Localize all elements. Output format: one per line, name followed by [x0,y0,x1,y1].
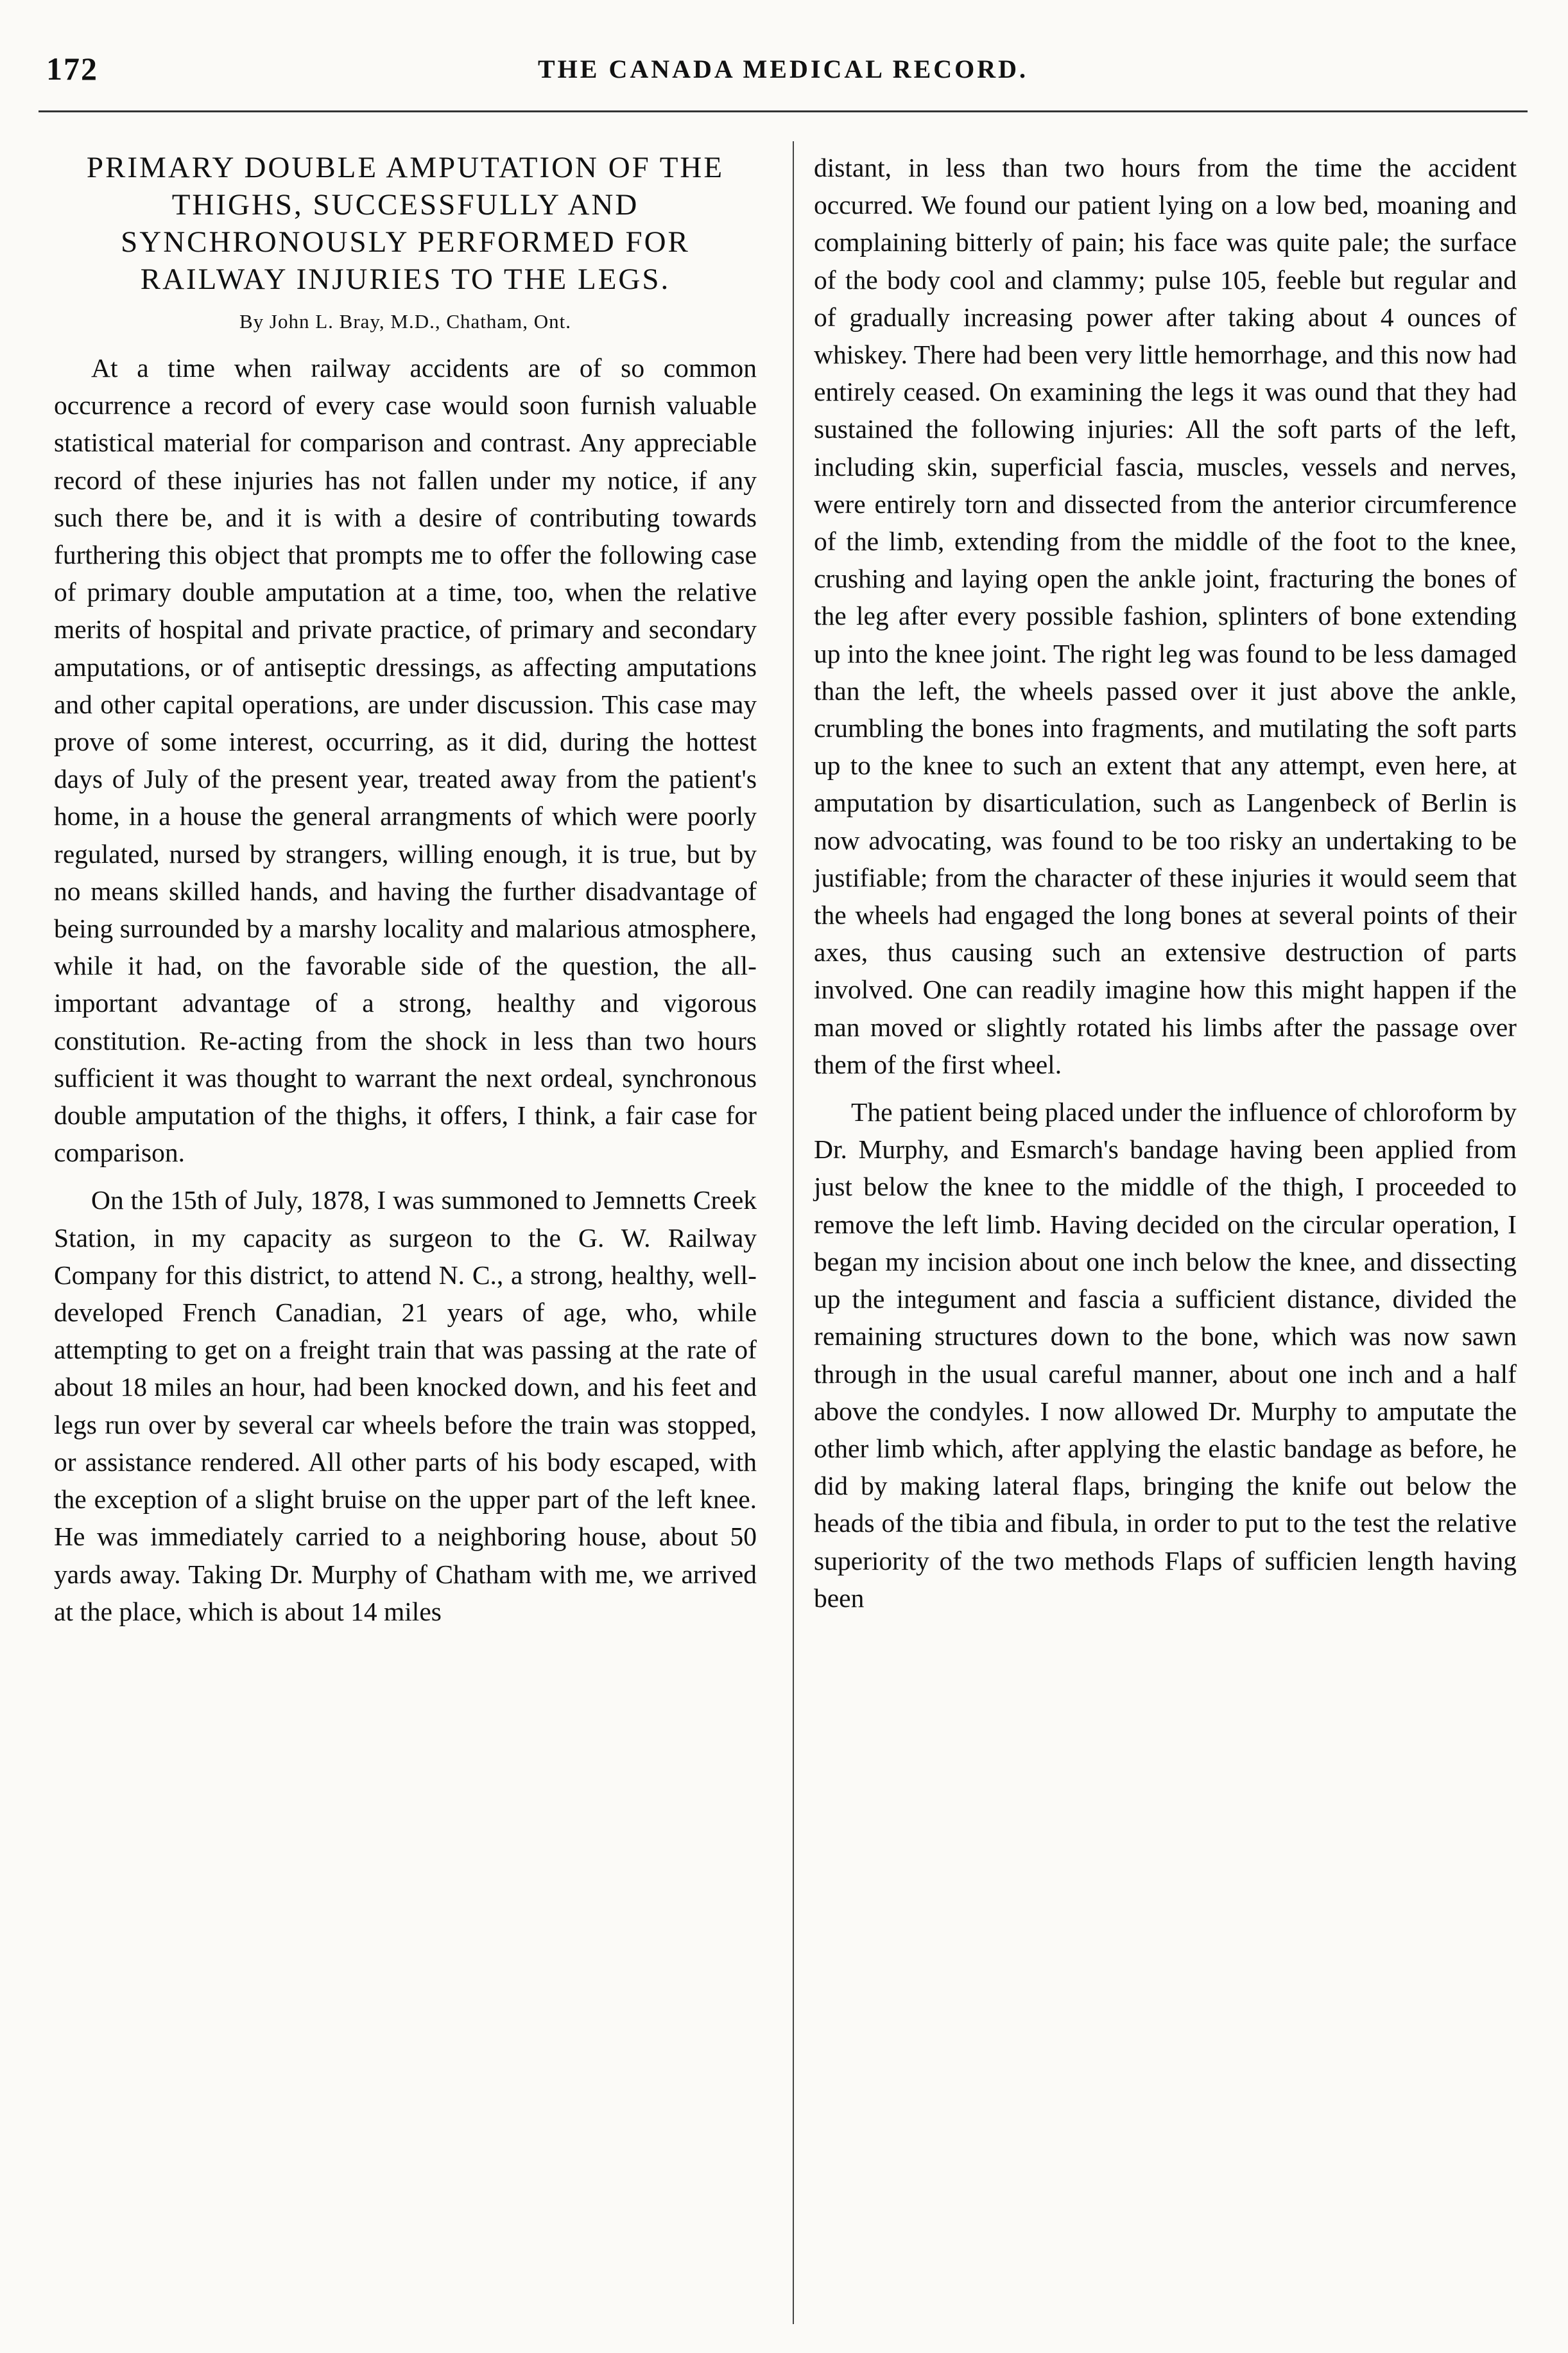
paragraph-3: The patient being placed under the influence of chloroform by Dr. Murphy, and Esmarch's bandage having been applied from just below the knee to the middle of the thigh, I proceeded to remove the left limb. Having decided on the circular operation, I began my incision about one inch below the knee, and dissecting up the integument and fascia a sufficient distance, divided the remaining structures down to the bone, which was now sawn through in the usual careful manner, about one inch and a half above the condyles. I now allowed Dr. Murphy to amputate the other limb which, after applying the elastic bandage as before, he did by making lateral flaps, bringing the knife out below the heads of the tibia and fibula, in order to put to the test the relative superiority of the two methods Flaps of sufficien length having been [814,1097,1517,1613]
running-header [39,50,1528,89]
page-number: 172 [46,51,98,87]
header-rule [39,110,1528,112]
article-title: PRIMARY DOUBLE AMPUTATION OF THE THIGHS, SUCCESSFULLY AND SYNCHRONOUSLY PERFORMED FOR RAILWAY INJURIES TO THE LEGS. [86,151,725,296]
paragraph-1: At a time when railway accidents are of so common occurrence a record of every case would soon furnish valuable statistical material for comparison and contrast. Any appreciable record of these injuries has not fallen under my notice, if any such there be, and it is with a desire of contributing towards furthering this object that prompts me to offer the following case of primary double amputation at a time, too, when the relative merits of hospital and private practice, of primary and secondary amputations, or of antiseptic dressings, as affecting amputations and other capital operations, are under discussion. This case may prove of some interest, occurring, as it did, during the hottest days of July of the present year, treated away from the patient's home, in a house the general arrangments of which were poorly regulated, nursed by strangers, willing enough, it is true, but by no means skilled hands, and having the further disadvantage of being surrounded by a marshy locality and malarious atmosphere, while it had, on the favorable side of the question, the all-important advantage of a strong, healthy and vigorous constitution. Re-acting from the shock in less than two hours sufficient it was thought to warrant the next ordeal, synchronous double amputation of the thighs, it offers, I think, a fair case for comparison. [54,353,757,1168]
paragraph-2: On the 15th of July, 1878, I was summoned to Jemnetts Creek Station, in my capacity as surgeon to the G. W. Railway Company for this district, to attend N. C., a strong, healthy, well-developed French Canadian, 21 years of age, who, while attempting to get on a freight train that was passing at the rate of about 18 miles an hour, had been knocked down, and his feet and legs run over by several car wheels before the train was stopped, or assistance rendered. All other parts of his body escaped, with the exception of a slight bruise on the upper part of the left knee. He was immediately carried to a neighboring house, about 50 yards away. Taking Dr. Murphy of Chatham with me, we arrived at the place, which is about 14 miles [54,1185,757,1626]
paragraph-2-continued: distant, in less than two hours from the time the accident occurred. We found our patient lying on a low bed, moaning and complaining bitterly of pain; his face was quite pale; the surface of the body cool and clammy; pulse 105, feeble but regular and of gradually increasing power after taking about 4 ounces of whiskey. There had been very little hemorrhage, and this now had entirely ceased. On examining the legs it was ound that they had sustained the following injuries: All the soft parts of the left, including skin, superficial fascia, muscles, vessels and nerves, were entirely torn and dissected from the anterior circumference of the limb, extending from the middle of the foot to the knee, crushing and laying open the ankle joint, fracturing the bones of the leg after every possible fashion, splinters of bone extending up into the knee joint. The right leg was found to be less damaged than the left, the wheels passed over it just above the ankle, crumbling the bones into fragments, and mutilating the soft parts up to the knee to such an extent that any attempt, even here, at amputation by disarticulation, such as Langenbeck of Berlin is now advocating, was found to be too risky an undertaking to be justifiable; from the character of these injuries it would seem that the wheels had engaged the long bones at several points of their axes, thus causing such an extensive destruction of parts involved. One can readily imagine how this might happen if the man moved or slightly rotated his limbs after the passage over them of the first wheel. [814,153,1517,1079]
journal-title: THE CANADA MEDICAL RECORD. [537,55,1029,83]
left-column [54,149,757,1630]
right-column [814,149,1517,1617]
column-divider [793,141,794,2324]
article-byline: By John L. Bray, M.D., Chatham, Ont. [239,310,572,333]
